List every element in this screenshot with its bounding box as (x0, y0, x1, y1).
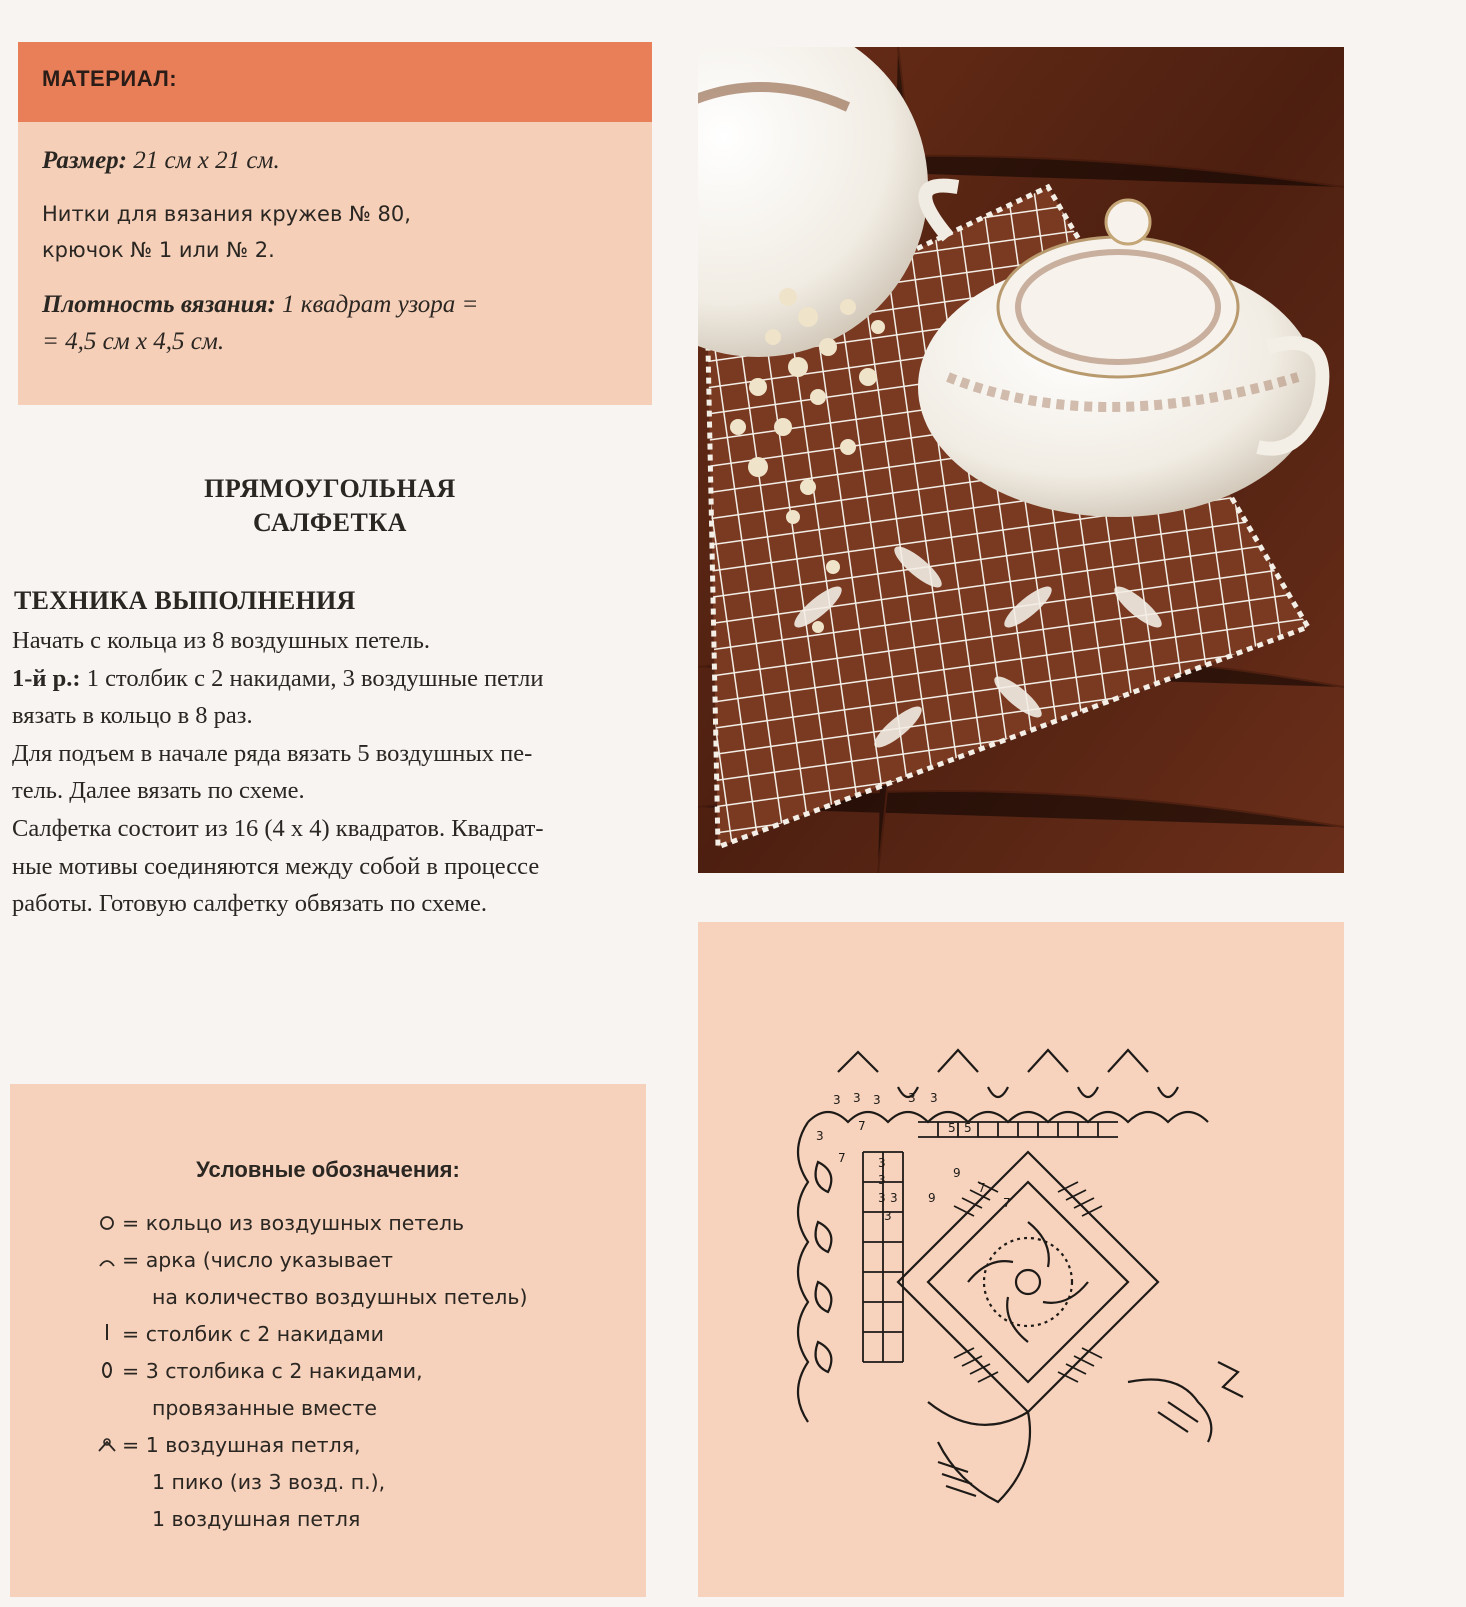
diagram-label: 3 (930, 1091, 938, 1105)
diagram-label: 3 (816, 1129, 824, 1143)
legend-item: = арка (число указывает (92, 1241, 393, 1279)
legend-item: = 1 воздушная петля, (92, 1426, 361, 1464)
technique-row1 (12, 660, 544, 698)
diagram-label: 5 (948, 1121, 956, 1135)
technique-line-6: Салфетка состоит из 16 (4 х 4) квадратов. Квадрат- (12, 815, 544, 842)
material-header (18, 42, 652, 122)
material-box (18, 42, 652, 405)
diagram-label: 7 (838, 1151, 846, 1165)
title-line-1: ПРЯМОУГОЛЬНАЯ (204, 474, 456, 503)
diagram-label: 3 (890, 1191, 898, 1205)
technique-heading: ТЕХНИКА ВЫПОЛНЕНИЯ (14, 586, 356, 615)
size-label: Размер: (42, 147, 127, 174)
double-crochet-icon (92, 1315, 122, 1353)
ring-symbol-icon (92, 1204, 122, 1242)
size-line (42, 142, 280, 179)
technique-line-8: работы. Готовую салфетку обвязать по схеме. (12, 890, 487, 917)
material-header-text: МАТЕРИАЛ: (42, 66, 178, 91)
doily-photo (698, 47, 1344, 873)
diagram-label: 9 (928, 1191, 936, 1205)
photo-illustration (698, 47, 1344, 873)
title-line-2: САЛФЕТКА (253, 508, 407, 537)
legend-item: = столбик с 2 накидами (92, 1315, 384, 1353)
legend-item: 1 воздушная петля (152, 1507, 361, 1531)
diagram-label: 3 (873, 1093, 881, 1107)
article-title (0, 472, 660, 540)
density-line (42, 286, 478, 323)
density-label: Плотность вязания: (42, 291, 276, 318)
cluster-symbol-icon (92, 1352, 122, 1390)
legend-box (10, 1084, 646, 1597)
diagram-label: 3 (833, 1093, 841, 1107)
crochet-diagram (698, 922, 1344, 1597)
diagram-label: 3 (884, 1209, 892, 1223)
picot-symbol-icon (92, 1426, 122, 1464)
technique-line-3: вязать в кольцо в 8 раз. (12, 702, 253, 729)
threads-line-2: крючок № 1 или № 2. (42, 238, 275, 262)
legend-title: Условные обозначения: (196, 1157, 460, 1182)
density-line-2: = 4,5 см х 4,5 см. (42, 328, 225, 355)
diagram-label: 7 (858, 1119, 866, 1133)
row1-text: 1 столбик с 2 накидами, 3 воздушные петли (80, 665, 544, 692)
diagram-label: 3 (908, 1091, 916, 1105)
row1-label: 1-й р.: (12, 665, 81, 692)
legend-item: 1 пико (из 3 возд. п.), (152, 1470, 386, 1494)
legend-item: = 3 столбика с 2 накидами, (92, 1352, 423, 1390)
technique-line-4: Для подъем в начале ряда вязать 5 воздушных пе- (12, 740, 533, 767)
threads-line-1: Нитки для вязания кружев № 80, (42, 202, 411, 226)
legend-item: провязанные вместе (152, 1396, 377, 1420)
diagram-label: 7 (978, 1181, 986, 1195)
arch-symbol-icon (92, 1241, 122, 1279)
technique-line-5: тель. Далее вязать по схеме. (12, 777, 305, 804)
legend-item: = кольцо из воздушных петель (92, 1204, 464, 1242)
density-value: 1 квадрат узора = (275, 291, 479, 318)
technique-line-1: Начать с кольца из 8 воздушных петель. (12, 627, 431, 654)
diagram-label: 7 (1003, 1196, 1011, 1210)
size-value: 21 см х 21 см. (127, 147, 280, 174)
technique-line-7: ные мотивы соединяются между собой в процессе (12, 853, 540, 880)
diagram-label: 5 (964, 1121, 972, 1135)
diagram-label: 3 (853, 1091, 861, 1105)
diagram-label: 3 (878, 1156, 886, 1170)
legend-item: на количество воздушных петель) (152, 1285, 528, 1309)
diagram-label: 9 (953, 1166, 961, 1180)
diagram-label: 3 (878, 1173, 886, 1187)
crochet-chart-svg (698, 922, 1344, 1597)
diagram-label: 3 (878, 1191, 886, 1205)
